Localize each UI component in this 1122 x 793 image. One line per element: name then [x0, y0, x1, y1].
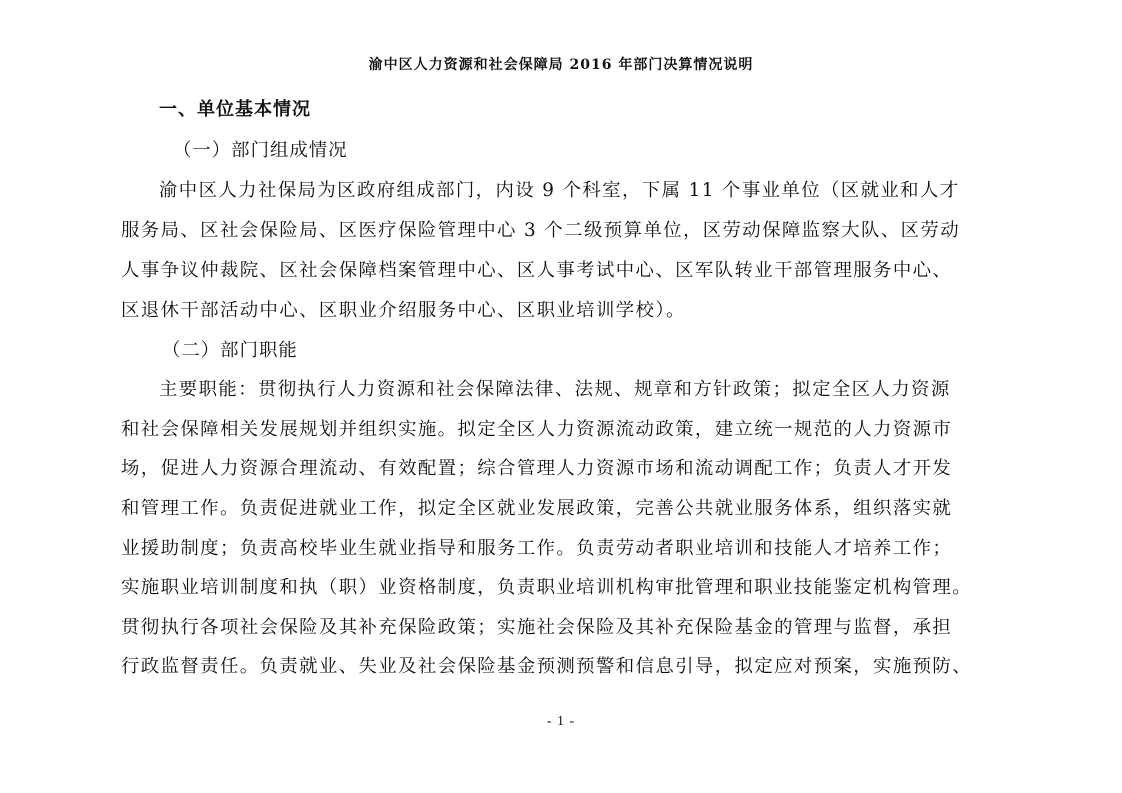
paragraph-line: 区退休干部活动中心、区职业介绍服务中心、区职业培训学校）。 [121, 300, 686, 321]
paragraph-line: 实施职业培训制度和执（职）业资格制度，负责职业培训机构审批管理和职业技能鉴定机构管理。 [121, 577, 972, 598]
paragraph-line: 场，促进人力资源合理流动、有效配置；综合管理人力资源市场和流动调配工作；负责人才开发 [121, 458, 953, 479]
document-title: 渝中区人力资源和社会保障局 2016 年部门决算情况说明 [368, 57, 754, 73]
subsection-heading-functions: （二）部门职能 [162, 340, 298, 361]
page-number: - 1 - [546, 714, 576, 729]
paragraph-line: 人事争议仲裁院、区社会保障档案管理中心、区人事考试中心、区军队转业干部管理服务中心、 [121, 260, 953, 281]
paragraph-line: 业援助制度；负责高校毕业生就业指导和服务工作。负责劳动者职业培训和技能人才培养工作； [121, 538, 953, 559]
paragraph-line: 和社会保障相关发展规划并组织实施。拟定全区人力资源流动政策，建立统一规范的人力资源市 [121, 419, 953, 440]
paragraph-line: 主要职能：贯彻执行人力资源和社会保障法律、法规、规章和方针政策；拟定全区人力资源 [159, 379, 951, 400]
paragraph-line: 贯彻执行各项社会保险及其补充保险政策；实施社会保险及其补充保险基金的管理与监督，承担 [121, 617, 953, 638]
section-heading-basic-info: 一、单位基本情况 [159, 99, 311, 120]
paragraph-line: 和管理工作。负责促进就业工作，拟定全区就业发展政策，完善公共就业服务体系，组织落实就 [121, 498, 953, 519]
paragraph-line: 服务局、区社会保险局、区医疗保险管理中心 3 个二级预算单位，区劳动保障监察大队、区劳动 [121, 220, 961, 241]
paragraph-line: 行政监督责任。负责就业、失业及社会保险基金预测预警和信息引导，拟定应对预案，实施预防、 [121, 656, 972, 677]
subsection-heading-composition: （一）部门组成情况 [173, 140, 348, 161]
paragraph-line: 渝中区人力社保局为区政府组成部门，内设 9 个科室，下属 11 个事业单位（区就业和人才 [159, 180, 960, 201]
